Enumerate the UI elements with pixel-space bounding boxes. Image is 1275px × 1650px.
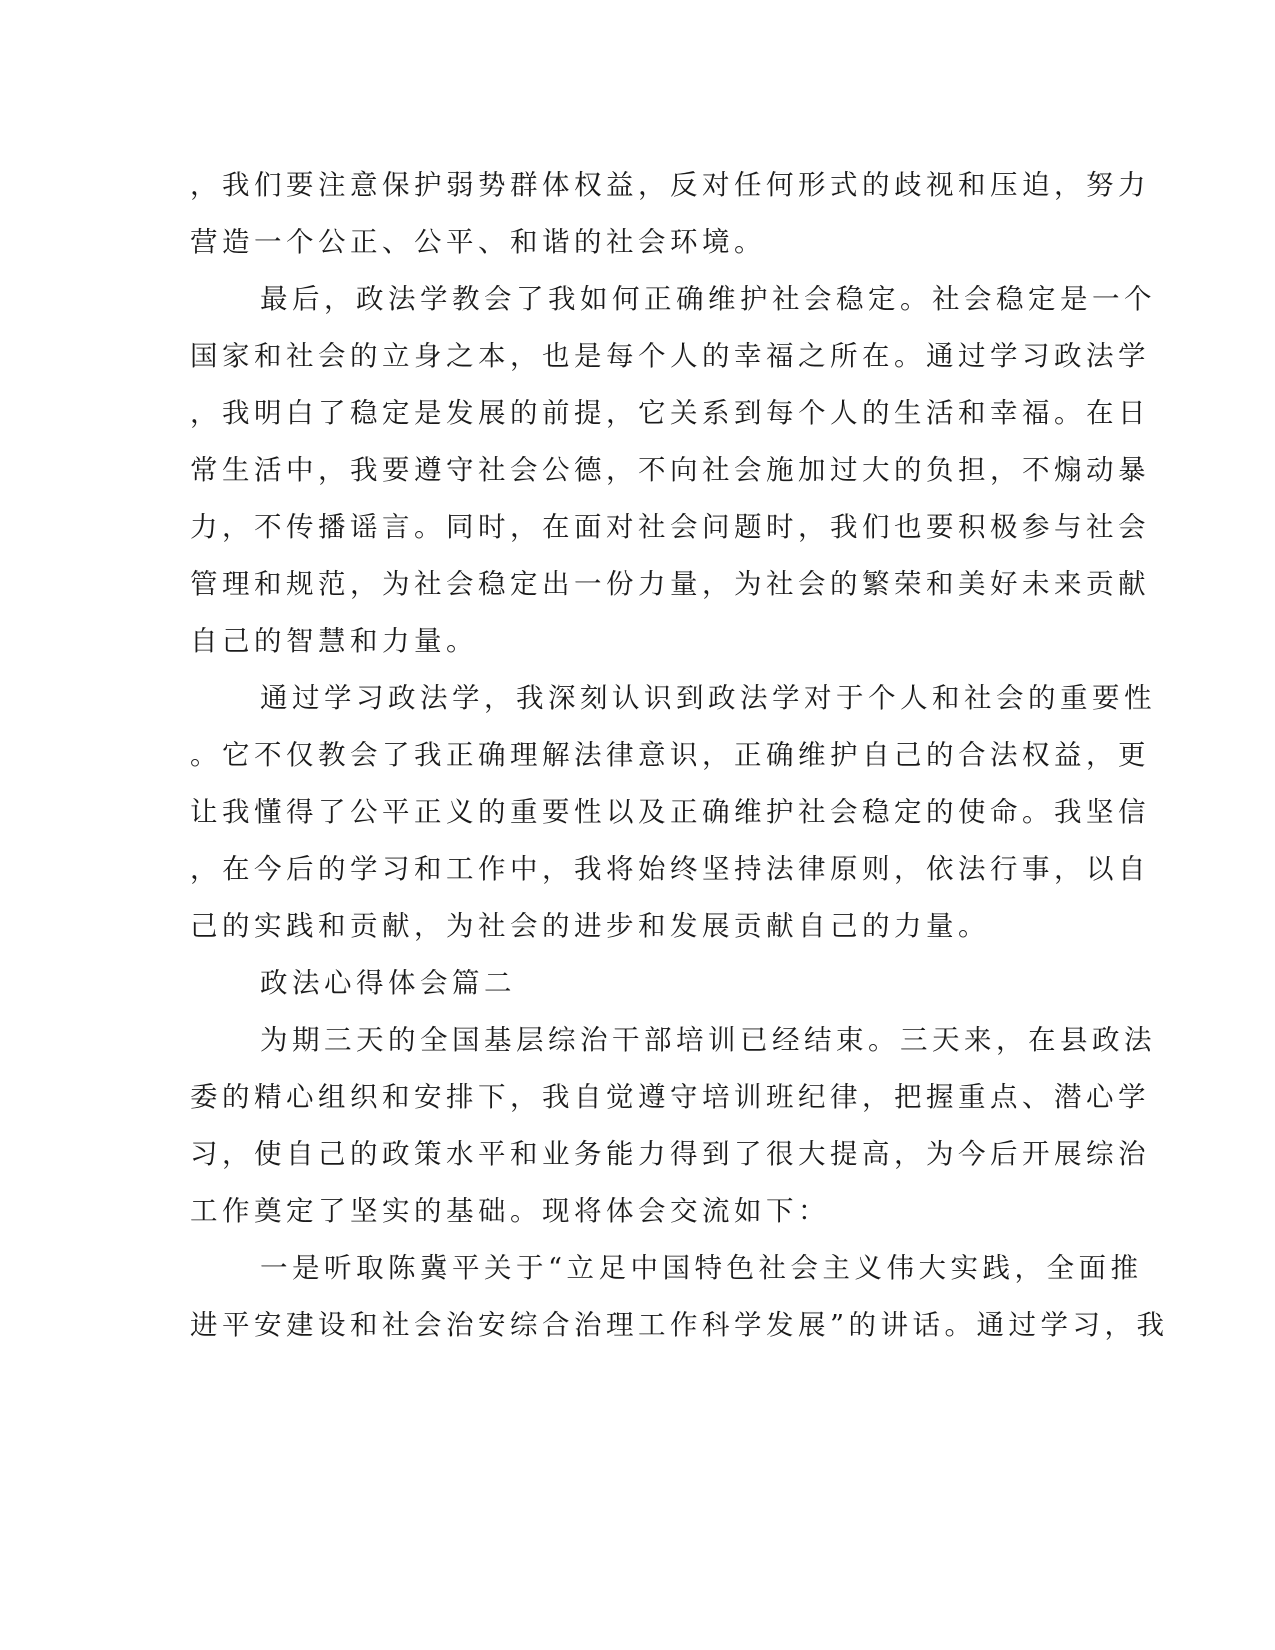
text-line: 管理和规范，为社会稳定出一份力量，为社会的繁荣和美好未来贡献 [190, 568, 1150, 600]
text-line: 为期三天的全国基层综治干部培训已经结束。三天来，在县政法 [260, 1024, 1156, 1056]
text-line: 进平安建设和社会治安综合治理工作科学发展”的讲话。通过学习，我 [190, 1309, 1169, 1341]
text-line: 最后，政法学教会了我如何正确维护社会稳定。社会稳定是一个 [260, 283, 1156, 315]
text-line: 力，不传播谣言。同时，在面对社会问题时，我们也要积极参与社会 [190, 511, 1150, 543]
text-line: 一是听取陈冀平关于“立足中国特色社会主义伟大实践，全面推 [260, 1252, 1143, 1284]
text-line: 常生活中，我要遵守社会公德，不向社会施加过大的负担，不煽动暴 [190, 454, 1150, 486]
text-line: 让我懂得了公平正义的重要性以及正确维护社会稳定的使命。我坚信 [190, 796, 1150, 828]
text-line: 。它不仅教会了我正确理解法律意识，正确维护自己的合法权益，更 [190, 739, 1150, 771]
text-line: ，我明白了稳定是发展的前提，它关系到每个人的生活和幸福。在日 [190, 397, 1150, 429]
text-line: 己的实践和贡献，为社会的进步和发展贡献自己的力量。 [190, 910, 990, 942]
text-line: 工作奠定了坚实的基础。现将体会交流如下： [190, 1195, 830, 1227]
text-line: ，在今后的学习和工作中，我将始终坚持法律原则，依法行事，以自 [190, 853, 1150, 885]
text-line: 国家和社会的立身之本，也是每个人的幸福之所在。通过学习政法学 [190, 340, 1150, 372]
text-line: 习，使自己的政策水平和业务能力得到了很大提高，为今后开展综治 [190, 1138, 1150, 1170]
text-line: 政法心得体会篇二 [260, 967, 516, 999]
text-line: 委的精心组织和安排下，我自觉遵守培训班纪律，把握重点、潜心学 [190, 1081, 1150, 1113]
text-line: ，我们要注意保护弱势群体权益，反对任何形式的歧视和压迫，努力 [190, 169, 1150, 201]
text-line: 自己的智慧和力量。 [190, 625, 478, 657]
text-line: 营造一个公正、公平、和谐的社会环境。 [190, 226, 766, 258]
text-line: 通过学习政法学，我深刻认识到政法学对于个人和社会的重要性 [260, 682, 1156, 714]
document-body [190, 157, 1169, 1354]
